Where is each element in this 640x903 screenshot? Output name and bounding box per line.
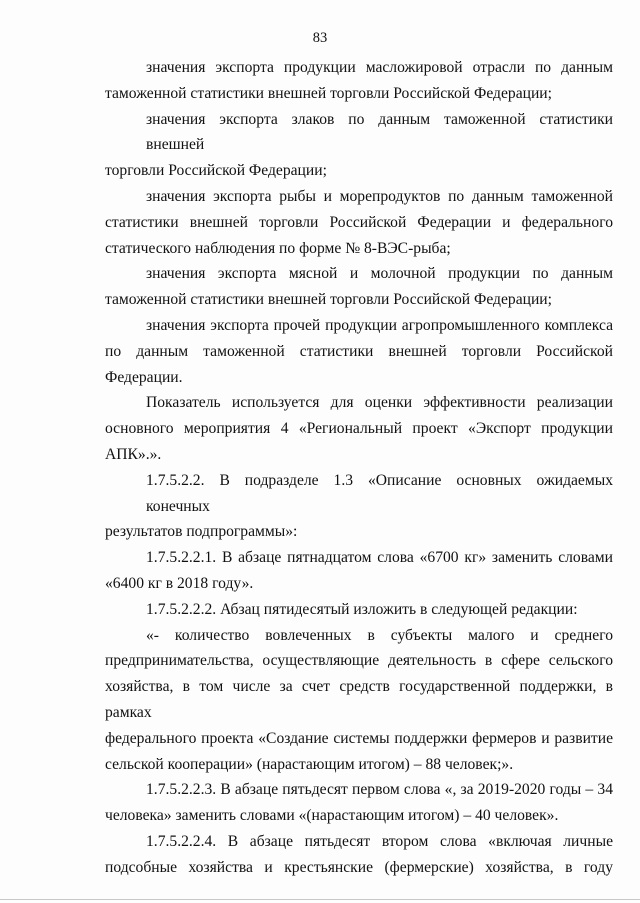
- text-line: предпринимательства, осуществляющие деятельность в сфере сельского: [105, 652, 613, 670]
- text-line: 1.7.5.2.2.3. В абзаце пятьдесят первом слова «, за 2019-2020 годы – 34: [146, 781, 613, 799]
- text-line: значения экспорта рыбы и морепродуктов по данным таможенной: [146, 187, 613, 205]
- text-line: результатов подпрограммы»:: [105, 523, 298, 541]
- text-line: сельской кооперации» (нарастающим итогом) – 88 человек;».: [105, 755, 514, 773]
- text-line: Федерации.: [105, 368, 183, 386]
- text-line: человека» заменить словами «(нарастающим итогом) – 40 человек».: [105, 807, 559, 825]
- text-line: значения экспорта прочей продукции агропромышленного комплекса: [146, 316, 613, 334]
- text-line: значения экспорта злаков по данным таможенной статистики внешней: [146, 110, 613, 154]
- text-line: 1.7.5.2.2.4. В абзаце пятьдесят втором слова «включая личные: [146, 832, 613, 850]
- text-line: статистики внешней торговли Российской Федерации и федерального: [105, 213, 613, 231]
- text-line: АПК».».: [105, 445, 162, 463]
- text-line: основного мероприятия 4 «Региональный проект «Экспорт продукции: [105, 420, 613, 438]
- page-number: 83: [312, 30, 328, 46]
- text-line: значения экспорта мясной и молочной продукции по данным: [146, 265, 613, 283]
- text-line: статического наблюдения по форме № 8-ВЭС-рыба;: [105, 239, 451, 257]
- text-line: хозяйства, в том числе за счет средств государственной поддержки, в рамках: [105, 678, 613, 721]
- text-line: Показатель используется для оценки эффективности реализации: [146, 394, 613, 412]
- text-line: 1.7.5.2.2.1. В абзаце пятнадцатом слова «6700 кг» заменить словами: [146, 549, 613, 567]
- text-line: торговли Российской Федерации;: [105, 162, 327, 180]
- text-line: по данным таможенной статистики внешней торговли Российской: [105, 342, 613, 360]
- text-line: «- количество вовлеченных в субъекты малого и среднего: [146, 626, 613, 644]
- text-line: таможенной статистики внешней торговли Российской Федерации;: [105, 84, 552, 102]
- text-line: 1.7.5.2.2. В подразделе 1.3 «Описание основных ожидаемых конечных: [146, 471, 613, 515]
- text-line: подсобные хозяйства и крестьянские (фермерские) хозяйства, в году: [105, 858, 613, 876]
- text-line: таможенной статистики внешней торговли Российской Федерации;: [105, 291, 552, 309]
- document-body: [105, 55, 613, 881]
- text-line: значения экспорта продукции масложировой отрасли по данным: [146, 59, 613, 76]
- text-line: 1.7.5.2.2.2. Абзац пятидесятый изложить в следующей редакции:: [146, 600, 578, 618]
- text-line: федерального проекта «Создание системы поддержки фермеров и развитие: [105, 729, 613, 747]
- page-bottom-edge: [0, 899, 640, 900]
- text-line: «6400 кг в 2018 году».: [105, 574, 254, 592]
